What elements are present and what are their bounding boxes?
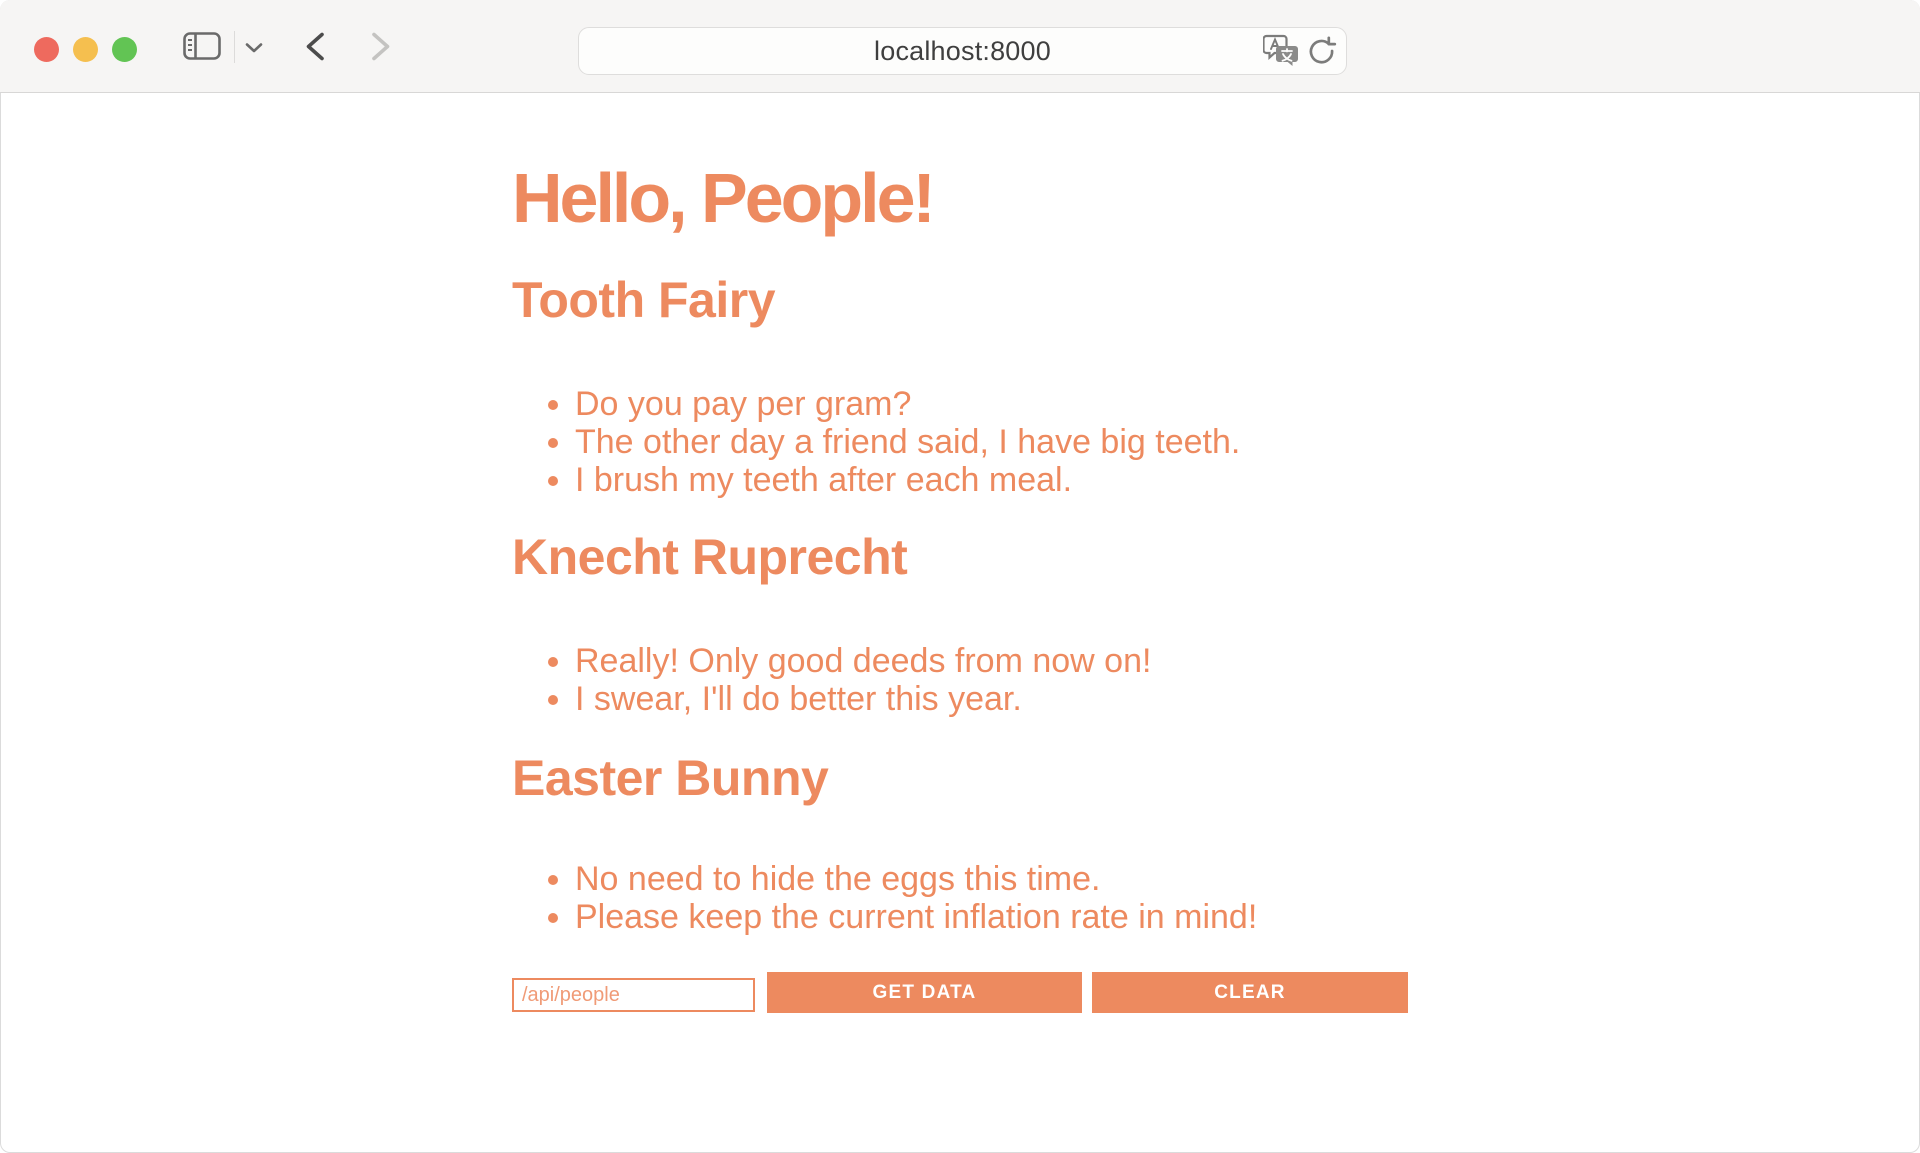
clear-button[interactable]: CLEAR — [1092, 972, 1408, 1013]
minimize-icon[interactable] — [73, 37, 98, 62]
section-heading: Knecht Ruprecht — [512, 529, 908, 585]
browser-toolbar — [0, 0, 1920, 93]
back-icon[interactable] — [302, 31, 327, 62]
toolbar-divider — [234, 31, 235, 63]
reload-icon[interactable] — [1306, 36, 1337, 67]
list-item: • The other day a friend said, I have big teeth. — [575, 423, 1408, 461]
translate-icon[interactable] — [1263, 35, 1300, 68]
get-data-button[interactable]: GET DATA — [767, 972, 1082, 1013]
chevron-down-icon[interactable] — [245, 42, 263, 54]
address-url: localhost:8000 — [874, 35, 1051, 66]
section-heading: Easter Bunny — [512, 750, 829, 806]
statement-list — [512, 642, 1408, 718]
list-item: • I swear, I'll do better this year. — [575, 680, 1408, 718]
section-tooth-fairy — [512, 272, 1408, 499]
statement-list — [512, 860, 1408, 936]
page-title: Hello, People! — [512, 159, 933, 237]
list-item: • I brush my teeth after each meal. — [575, 461, 1408, 499]
section-heading: Tooth Fairy — [512, 272, 776, 328]
list-item: • Really! Only good deeds from now on! — [575, 642, 1408, 680]
zoom-icon[interactable] — [112, 37, 137, 62]
endpoint-input[interactable] — [512, 978, 755, 1012]
list-item: • No need to hide the eggs this time. — [575, 860, 1408, 898]
section-easter-bunny — [512, 750, 1408, 936]
traffic-lights — [34, 37, 137, 62]
forward-icon[interactable] — [369, 31, 394, 62]
list-item: • Do you pay per gram? — [575, 385, 1408, 423]
api-controls — [512, 972, 1408, 1013]
sidebar-toggle-icon[interactable] — [183, 32, 221, 60]
section-knecht-ruprecht — [512, 529, 1408, 718]
statement-list — [512, 385, 1408, 499]
page-content — [512, 159, 1408, 1013]
close-icon[interactable] — [34, 37, 59, 62]
address-bar[interactable] — [578, 27, 1347, 75]
list-item: • Please keep the current inflation rate in mind! — [575, 898, 1408, 936]
